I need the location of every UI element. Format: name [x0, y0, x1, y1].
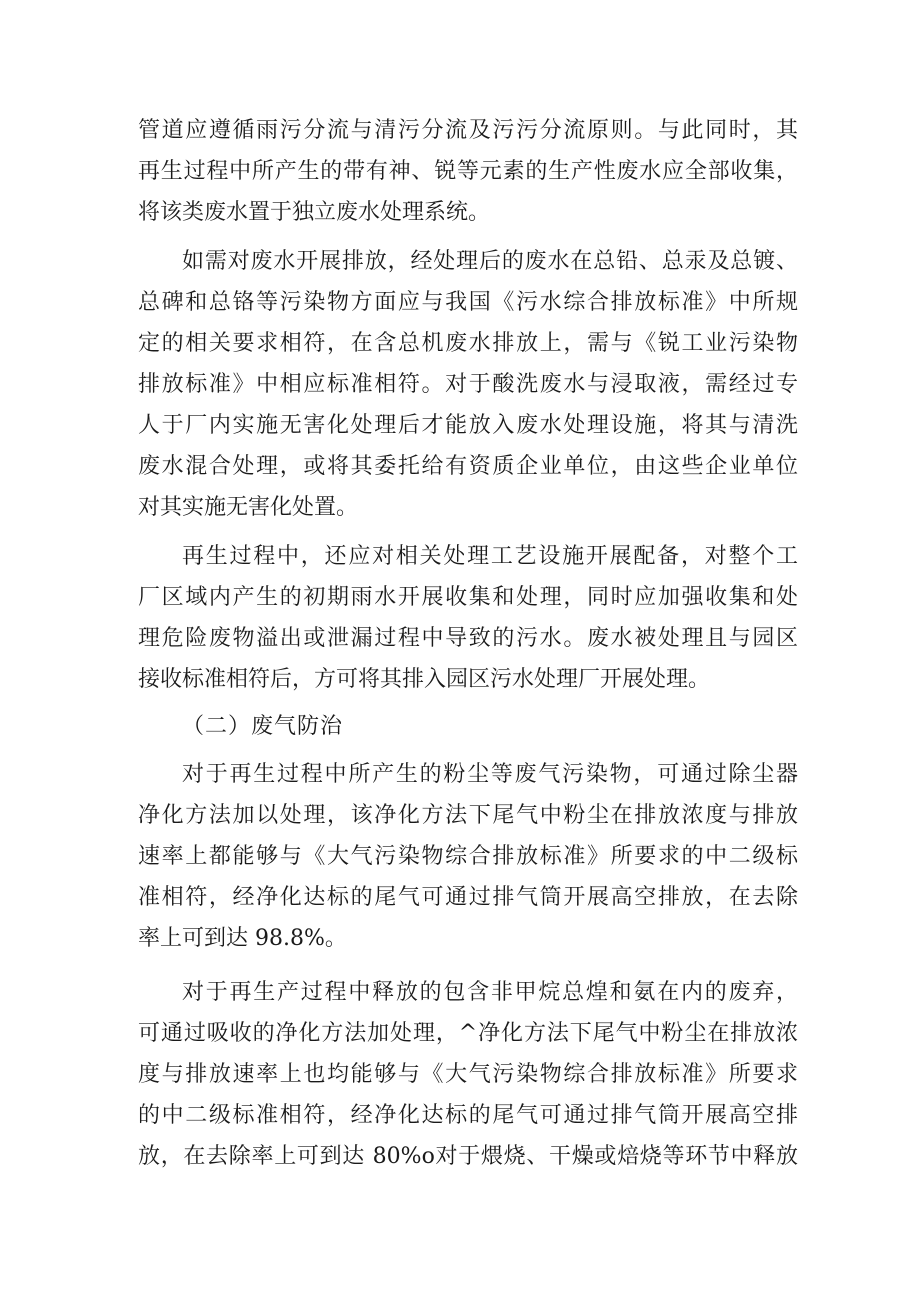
paragraph-line: 排放标准》中相应标准相符。对于酸洗废水与浸取液，需经过专: [138, 372, 798, 397]
paragraph-line: 净化方法加以处理，该净化方法下尾气中粉尘在排放浓度与排放: [138, 803, 798, 828]
paragraph-4: [138, 754, 798, 959]
paragraph-line: 可通过吸收的净化方法加处理，^净化方法下尾气中粉尘在排放浓: [138, 1021, 798, 1046]
paragraph-line: 再生过程中，还应对相关处理工艺设施开展配备，对整个工: [182, 544, 798, 569]
paragraph-line: 对于再生过程中所产生的粉尘等废气污染物，可通过除尘器: [182, 762, 798, 787]
paragraph-5: [138, 972, 798, 1177]
paragraph-line: 速率上都能够与《大气污染物综合排放标准》所要求的中二级标: [138, 844, 798, 869]
paragraph-line: 厂区域内产生的初期雨水开展收集和处理，同时应加强收集和处: [138, 585, 798, 610]
paragraph-line: 定的相关要求相符，在含总机废水排放上，需与《锐工业污染物: [138, 331, 798, 356]
paragraph-line: 人于厂内实施无害化处理后才能放入废水处理设施，将其与清洗: [138, 413, 798, 438]
paragraph-line: 对其实施无害化处置。: [138, 495, 359, 520]
paragraph-line: 放，在去除率上可到达 80%o对于煨烧、干燥或焙烧等环节中释放: [138, 1144, 798, 1169]
paragraph-line: 的中二级标准相符，经净化达标的尾气可通过排气筒开展高空排: [138, 1103, 798, 1128]
paragraph-line: 接收标准相符后，方可将其排入园区污水处理厂开展处理。: [138, 667, 711, 692]
section-heading: （二）废气防治: [182, 714, 344, 739]
paragraph-line: 度与排放速率上也均能够与《大气污染物综合排放标准》所要求: [138, 1062, 798, 1087]
paragraph-line: 如需对废水开展排放，经处理后的废水在总铅、总汞及总镀、: [182, 249, 798, 274]
paragraph-2: [138, 241, 798, 528]
paragraph-line: 总碑和总铬等污染物方面应与我国《污水综合排放标准》中所规: [138, 290, 798, 315]
paragraph-line: 将该类废水置于独立废水处理系统。: [138, 200, 491, 225]
paragraph-line: 对于再生产过程中释放的包含非甲烷总煌和氨在内的废弃，: [182, 980, 798, 1005]
paragraph-line: 再生过程中所产生的带有神、锐等元素的生产性废水应全部收集，: [138, 159, 798, 184]
paragraph-line: 率上可到达 98.8%。: [138, 926, 347, 951]
paragraph-line: 准相符，经净化达标的尾气可通过排气筒开展高空排放，在去除: [138, 885, 798, 910]
paragraph-1: [138, 110, 798, 233]
paragraph-line: 管道应遵循雨污分流与清污分流及污污分流原则。与此同时，其: [138, 118, 798, 143]
paragraph-line: 废水混合处理，或将其委托给有资质企业单位，由这些企业单位: [138, 454, 798, 479]
paragraph-3: [138, 536, 798, 700]
paragraph-line: 理危险废物溢出或泄漏过程中导致的污水。废水被处理且与园区: [138, 626, 798, 651]
